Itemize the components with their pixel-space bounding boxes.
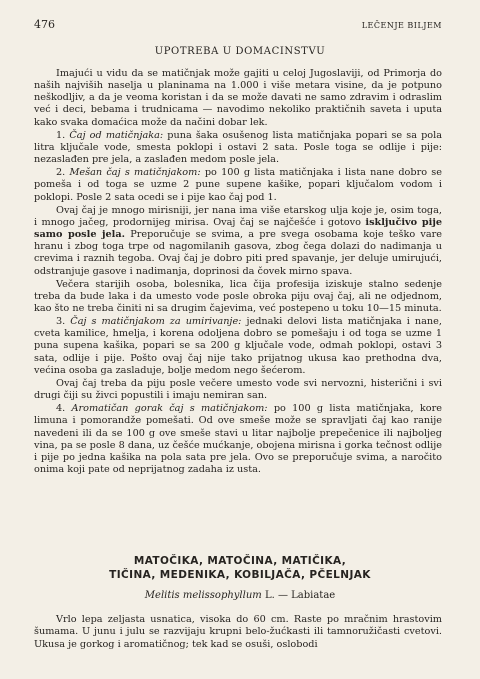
plant-description	[34, 614, 442, 651]
mint-tea-emphasis: isključivo pije samo posle jela.	[34, 216, 442, 241]
recipe-3-number: 3.	[56, 316, 66, 328]
latin-genus: Melitis melissophyllum	[144, 590, 262, 601]
recipe-3-text: jednaki delovi lista matičnjaka i nane, cveta kamilice, hmelja, i korena odoljena dobro se pomešaju i od toga se uzme 1 puna supena kašika, popari se sa 200 g ključale vode, odmah poklopi, ostavi 3 sata, odlije i pije. Pošto ovaj čaj nije tako prijatnog ukusa kao prethodna dva, većina osoba ga zasladuje, bolje medom nego šećerom.	[34, 316, 442, 376]
recipe-3	[34, 316, 442, 377]
latin-name	[0, 590, 480, 601]
recipe-2-number: 2.	[56, 167, 66, 179]
recipe-1-name: Čaj od matičnjaka:	[69, 129, 164, 141]
mint-tea-text-after: Preporučuje se svima, a pre svega osobama koje teško vare hranu i zbog toga trpe od nagomilanih gasova, zbog čega dolazi do nadimanja u crevima i raznih tegoba. Ovaj čaj je dobro piti pred spavanje, jer deluje umirujući, odstranjuje gasove i nadimanja, doprinosi da čovek mirno spava.	[34, 229, 442, 277]
latin-family: L. — Labiatae	[264, 590, 336, 601]
recipe-1	[34, 130, 442, 166]
mint-tea-text-before: Ovaj čaj je mnogo mirisniji, jer nana ima više etarskog ulja koje je, osim toga, i mnogo jačeg, prodornijeg mirisa. Ovaj čaj se najčešće i gotovo	[34, 204, 442, 228]
recipe-3-name: Čaj s matičnjakom za umirivanje:	[70, 316, 242, 328]
section-body	[34, 68, 442, 476]
plant-heading	[0, 554, 480, 582]
page-header	[34, 18, 442, 31]
plant-heading-line-2: TIČINA, MEDENIKA, KOBILJAČA, PČELNJAK	[109, 569, 371, 581]
recipe-2	[34, 167, 442, 203]
evening-paragraph: Večera starijih osoba, bolesnika, lica čija profesija iziskuje stalno sedenje treba da bude laka i da umesto vode posle obroka piju ovaj čaj, ali ne odjednom, kao što ne treba činiti ni sa drugim čajevima, već postepeno u toku 10—15 minuta.	[34, 278, 442, 314]
running-head: LEČENJE BILJEM	[361, 21, 442, 30]
recipe-2-name: Mešan čaj s matičnjakom:	[69, 167, 201, 179]
recipe-4-name: Aromatičan gorak čaj s matičnjakom:	[71, 403, 268, 415]
recipe-4-text: po 100 g lista matičnjaka, kore limuna i pomorandže pomešati. Od ove smeše može se spravljati čaj kao ranije navedeni ili da se 100 g ove smeše stavi u litar najbolje prepečenice ili najboljeg vina, pa se posle 8 dana, uz češće mućkanje, obojena mirisna i gorka tečnost odlije i pije po jedna kašika na pola sata pre jela. Ovo se preporučuje svima, a naročito onima koji pate od neprijatnog zadaha iz usta.	[34, 403, 442, 475]
plant-heading-line-1: MATOČIKA, MATOČINA, MATIČIKA,	[133, 555, 347, 567]
recipe-2-text: po 100 g lista matičnjaka i lista nane dobro se pomeša i od toga se uzme 2 pune supene kašike, popari ključalom vodom i poklopi. Posle 2 sata ocedi se i pije kao čaj pod 1.	[34, 167, 442, 203]
page-number: 476	[34, 18, 55, 31]
recipe-4-number: 4.	[56, 403, 66, 415]
section-title: UPOTREBA U DOMACINSTVU	[154, 46, 326, 57]
nerves-paragraph: Ovaj čaj treba da piju posle večere umesto vode svi nervozni, histerični i svi drugi čiji su živci popustili i imaju nemiran san.	[34, 377, 442, 402]
recipe-1-text: puna šaka osušenog lista matičnjaka popari se sa pola litra ključale vode, smesta poklopi i ostavi 2 sata. Posle toga se odlije i pije: nezaslađen pre jela, a zaslađen medom posle jela.	[34, 129, 442, 166]
intro-paragraph: Imajući u vidu da se matičnjak može gajiti u celoj Jugoslaviji, od Primorja do naših najviših naselja u planinama na 1.000 i više metara visine, da je potpuno neškodljiv, a da je veoma koristan i da se može davati ne samo zdravim i odraslim već i deci, bebama i trudnicama — navodimo nekoliko praktičnih saveta i uputa kako svaka domaćica može da načini dobar lek.	[34, 68, 442, 128]
recipe-4	[34, 403, 442, 476]
recipe-1-number: 1.	[56, 129, 66, 141]
plant-description-paragraph: Vrlo lepa zeljasta usnatica, visoka do 60 cm. Raste po mračnim hrastovim šumama. U junu i julu se razvijaju krupni belo-žućkasti ili tamnoružičasti cvetovi. Ukusa je gorkog i aromatičnog; tek kad se osuši, oslobodi	[34, 614, 442, 650]
mint-tea-paragraph	[34, 205, 442, 278]
